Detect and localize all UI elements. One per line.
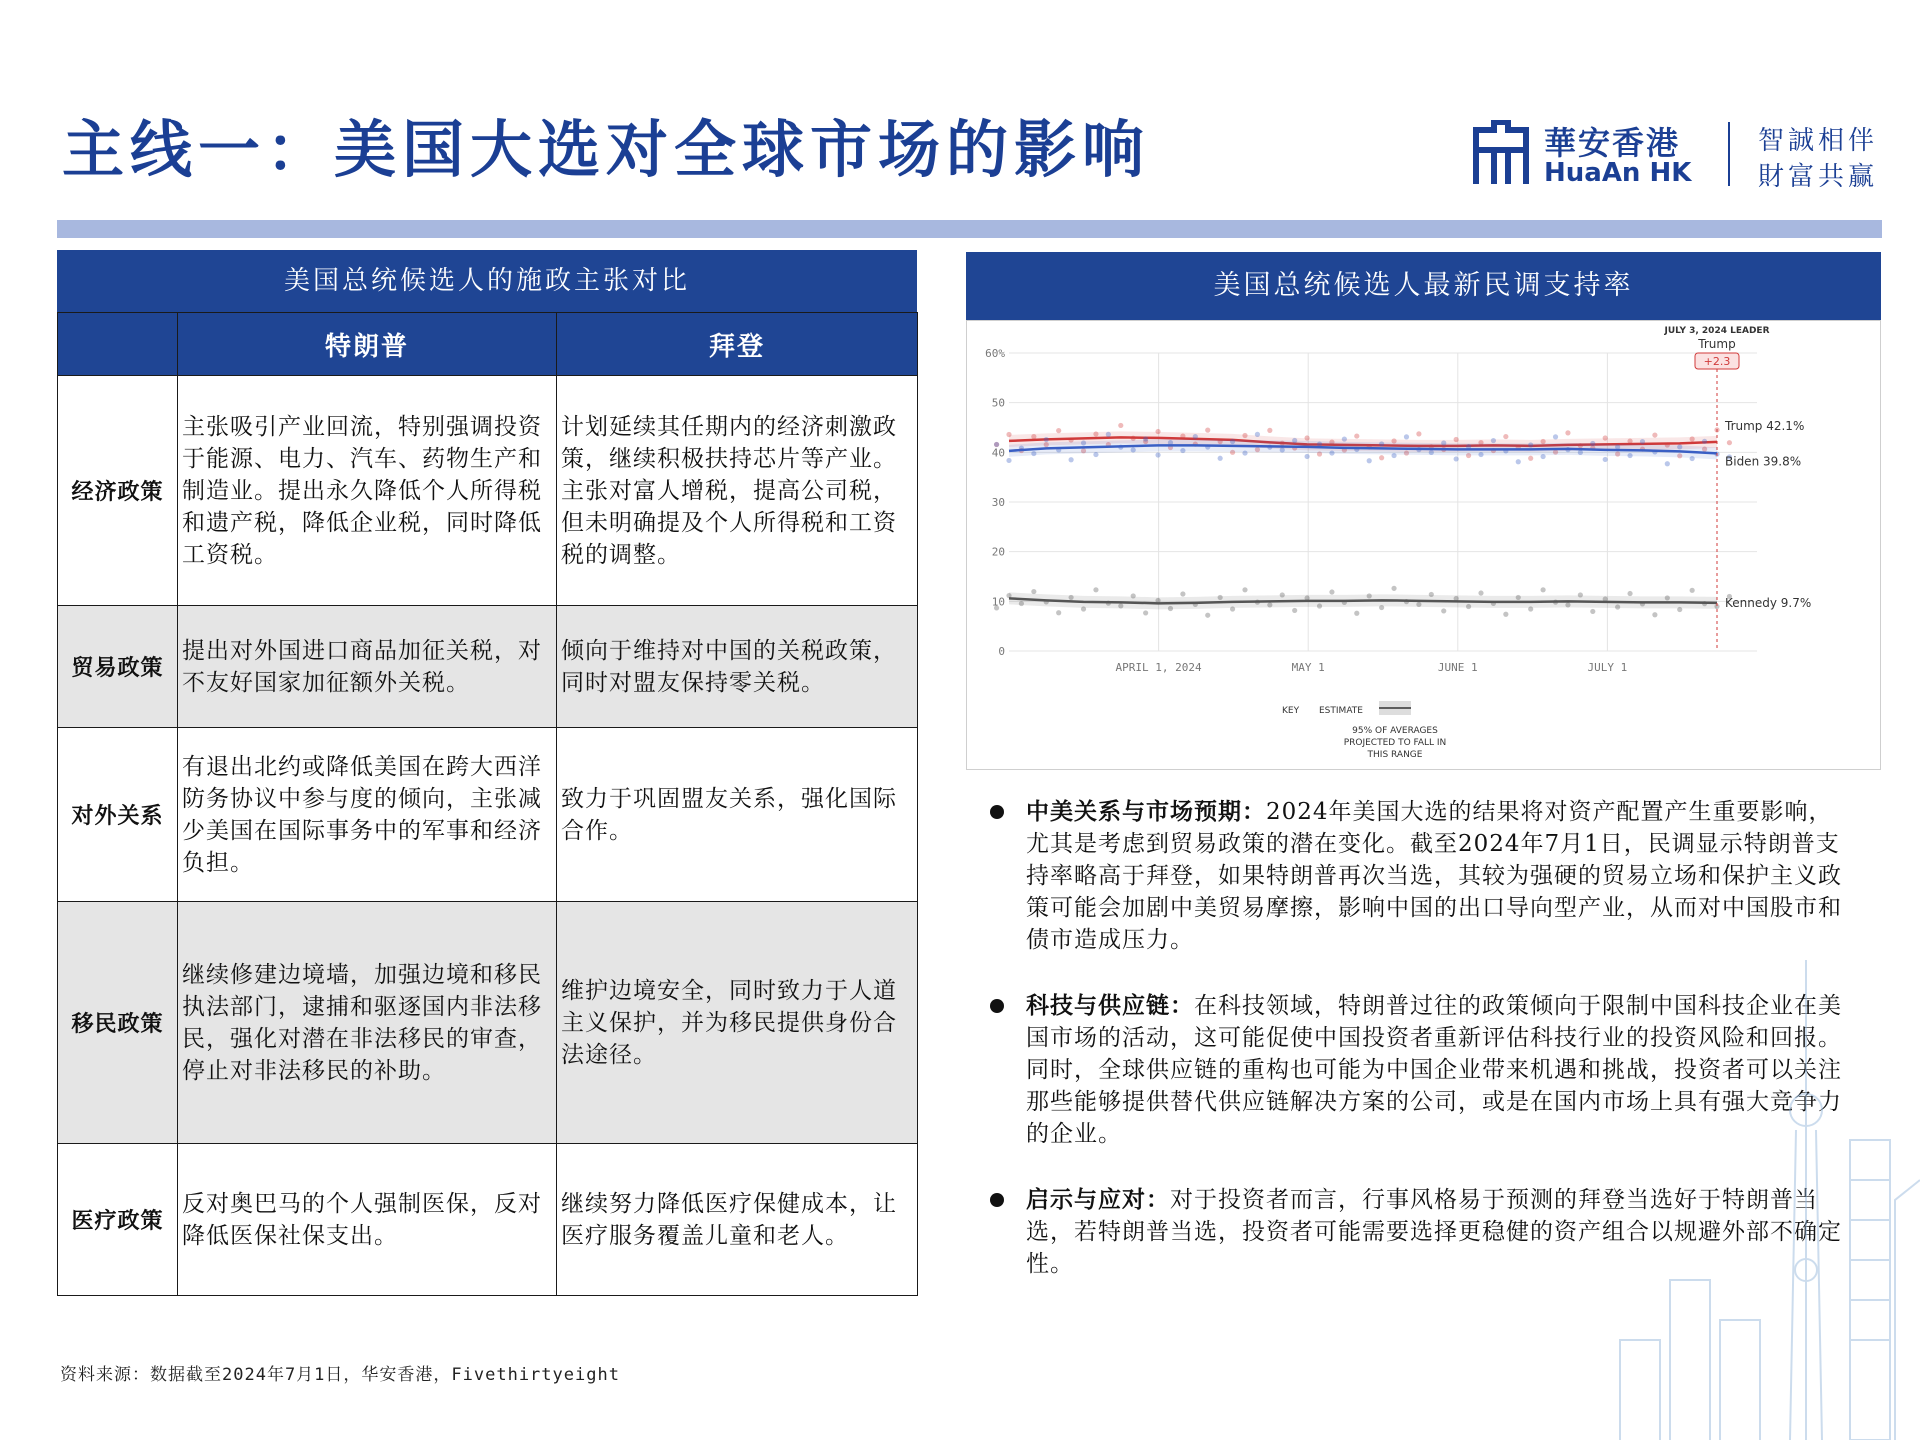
table-row xyxy=(58,606,918,728)
poll-dot xyxy=(1242,450,1247,455)
poll-dot xyxy=(1093,452,1098,457)
huaan-logo-icon xyxy=(1472,120,1530,186)
bullet-body: 在科技领域，特朗普过往的政策倾向于限制中国科技企业在美国市场的活动，这可能促使中国投资者重新评估科技行业的投资风险和回报。同时，全球供应链的重构也可能为中国企业带来机遇和挑战，投资者可以关注那些能够提供替代供应链解决方案的公司，或是在国内市场上具有强大竞争力的企业。 xyxy=(1026,993,1842,1147)
bullet-heading: 中美关系与市场预期： xyxy=(1026,798,1266,825)
y-tick-label: 40 xyxy=(991,446,1005,460)
poll-chart-area xyxy=(966,320,1881,770)
row-category: 医疗政策 xyxy=(58,1144,178,1296)
column-header-biden: 拜登 xyxy=(557,313,918,376)
poll-dot xyxy=(1491,438,1496,443)
poll-dot xyxy=(1292,438,1297,443)
bullet-dot-icon xyxy=(990,999,1004,1013)
poll-dot xyxy=(1031,434,1036,439)
x-tick-label: MAY 1 xyxy=(1291,661,1325,674)
poll-dot xyxy=(1230,606,1235,611)
poll-dot xyxy=(1255,432,1260,437)
biden-policy-cell: 计划延续其任期内的经济刺激政策，继续积极扶持芯片等产业。主张对富人增税，提高公司税，但未明确提及个人所得税和工资税的调整。 xyxy=(557,376,918,606)
poll-dot xyxy=(1627,453,1632,458)
bullet-body: 2024年美国大选的结果将对资产配置产生重要影响，尤其是考虑到贸易政策的潜在变化。截至2024年7月1日，民调显示特朗普支持率略高于拜登，如果特朗普再次当选，其较为强硬的贸易立场和保护主义政策可能会加剧中美贸易摩擦，影响中国的出口导向型产业，从而对中国股市和债市造成压力。 xyxy=(1026,799,1842,953)
poll-dot xyxy=(1168,606,1173,611)
poll-dot xyxy=(1131,593,1136,598)
poll-dot xyxy=(1155,452,1160,457)
corner-cell xyxy=(58,313,178,376)
poll-dot xyxy=(1143,610,1148,615)
series-end-label: Biden 39.8% xyxy=(1725,454,1802,469)
poll-dot xyxy=(1019,601,1024,606)
poll-dot xyxy=(1218,595,1223,600)
x-tick-label: APRIL 1, 2024 xyxy=(1115,661,1202,674)
poll-dot xyxy=(1677,607,1682,612)
poll-chart-header: 美国总统候选人最新民调支持率 xyxy=(966,252,1881,320)
poll-dot xyxy=(1267,428,1272,433)
source-note: 资料来源：数据截至2024年7月1日，华安香港，Fivethirtyeight xyxy=(60,1365,620,1385)
logo-divider xyxy=(1728,122,1730,186)
x-tick-label: JUNE 1 xyxy=(1437,661,1478,674)
poll-dot xyxy=(1516,595,1521,600)
poll-dot xyxy=(994,605,999,610)
poll-dot xyxy=(1280,447,1285,452)
row-category: 对外关系 xyxy=(58,728,178,902)
biden-policy-cell: 维护边境安全，同时致力于人道主义保护，并为移民提供身份合法途径。 xyxy=(557,902,918,1144)
poll-dot xyxy=(1329,450,1334,455)
poll-dot xyxy=(1205,428,1210,433)
company-logo xyxy=(1472,118,1892,190)
poll-dot xyxy=(1652,612,1657,617)
bullet-dot-icon xyxy=(990,1193,1004,1207)
poll-dot xyxy=(1690,456,1695,461)
poll-dot xyxy=(1590,609,1595,614)
poll-dot xyxy=(1615,604,1620,609)
poll-dot xyxy=(1503,612,1508,617)
poll-dot xyxy=(1416,602,1421,607)
poll-dot xyxy=(1193,434,1198,439)
table-row xyxy=(58,728,918,902)
table-row xyxy=(58,1144,918,1296)
poll-dot xyxy=(1329,589,1334,594)
trump-policy-cell: 有退出北约或降低美国在跨大西洋防务协议中参与度的倾向，主张减少美国在国际事务中的军事和经济负担。 xyxy=(178,728,557,902)
poll-dot xyxy=(1528,456,1533,461)
poll-dot xyxy=(1367,458,1372,463)
poll-dot xyxy=(1702,439,1707,444)
poll-dot xyxy=(1379,441,1384,446)
poll-dot xyxy=(1677,444,1682,449)
poll-dot xyxy=(1578,450,1583,455)
biden-policy-cell: 继续努力降低医疗保健成本，让医疗服务覆盖儿童和老人。 xyxy=(557,1144,918,1296)
poll-dot xyxy=(1478,590,1483,595)
key-range-note: PROJECTED TO FALL IN xyxy=(1343,738,1447,748)
poll-dot xyxy=(1541,587,1546,592)
poll-dot xyxy=(1056,610,1061,615)
poll-dot xyxy=(1553,434,1558,439)
poll-dot xyxy=(1454,456,1459,461)
logo-name-en: HuaAn HK xyxy=(1544,158,1692,188)
y-tick-label: 60% xyxy=(985,347,1005,360)
poll-dot xyxy=(1454,437,1459,442)
poll-dot xyxy=(1354,611,1359,616)
poll-dot xyxy=(1578,592,1583,597)
poll-dot xyxy=(1690,588,1695,593)
poll-dot xyxy=(1180,448,1185,453)
bullet-heading: 科技与供应链： xyxy=(1026,992,1194,1019)
city-skyline-decoration-icon xyxy=(1600,940,1920,1440)
poll-dot xyxy=(1317,603,1322,608)
poll-dot xyxy=(1528,442,1533,447)
poll-dot xyxy=(1292,608,1297,613)
poll-dot xyxy=(1118,423,1123,428)
poll-dot xyxy=(1342,436,1347,441)
poll-dot xyxy=(1665,461,1670,466)
poll-dot xyxy=(1093,587,1098,592)
poll-dot xyxy=(1590,441,1595,446)
poll-dot xyxy=(1441,608,1446,613)
trump-policy-cell: 主张吸引产业回流，特别强调投资于能源、电力、汽车、药物生产和制造业。提出永久降低个人所得税和遗产税，降低企业税，同时降低工资税。 xyxy=(178,376,557,606)
bullet-heading: 启示与应对： xyxy=(1026,1186,1170,1213)
poll-chart-panel xyxy=(966,252,1881,770)
poll-dot xyxy=(1727,440,1732,445)
poll-dot xyxy=(1404,434,1409,439)
poll-dot xyxy=(1081,606,1086,611)
poll-chart xyxy=(967,321,1880,769)
row-category: 移民政策 xyxy=(58,902,178,1144)
biden-policy-cell: 致力于巩固盟友关系，强化国际合作。 xyxy=(557,728,918,902)
y-tick-label: 30 xyxy=(991,496,1005,509)
poll-dot xyxy=(1565,602,1570,607)
poll-dot xyxy=(1603,457,1608,462)
leader-name: Trump xyxy=(1698,337,1736,351)
page-title: 主线一：美国大选对全球市场的影响 xyxy=(62,113,1151,186)
poll-dot xyxy=(1305,435,1310,440)
logo-slogan-line1: 智誠相伴 xyxy=(1758,126,1879,156)
poll-dot xyxy=(1690,436,1695,441)
poll-dot xyxy=(1069,595,1074,600)
poll-dot xyxy=(1429,592,1434,597)
poll-dot xyxy=(1528,606,1533,611)
bullet-dot-icon xyxy=(990,805,1004,819)
poll-dot xyxy=(1429,450,1434,455)
poll-dot xyxy=(1218,456,1223,461)
key-label: KEY xyxy=(1282,706,1300,716)
poll-dot xyxy=(1031,451,1036,456)
poll-dot xyxy=(1131,447,1136,452)
bullet-body: 对于投资者而言，行事风格易于预测的拜登当选好于特朗普当选，若特朗普当选，投资者可能需要选择更稳健的资产组合以规避外部不确定性。 xyxy=(1026,1187,1842,1277)
column-header-trump: 特朗普 xyxy=(178,313,557,376)
poll-dot xyxy=(1006,432,1011,437)
y-tick-label: 10 xyxy=(991,595,1005,609)
poll-dot xyxy=(1627,591,1632,596)
poll-dot xyxy=(1354,433,1359,438)
row-category: 贸易政策 xyxy=(58,606,178,728)
poll-dot xyxy=(1367,593,1372,598)
poll-dot xyxy=(1044,437,1049,442)
estimate-label: ESTIMATE xyxy=(1319,706,1363,716)
poll-dot xyxy=(1006,458,1011,463)
poll-dot xyxy=(1603,435,1608,440)
poll-dot xyxy=(1242,587,1247,592)
series-end-label: Trump 42.1% xyxy=(1725,418,1805,433)
trump-policy-cell: 提出对外国进口商品加征关税，对不友好国家加征额外关税。 xyxy=(178,606,557,728)
poll-dot xyxy=(1391,453,1396,458)
poll-dot xyxy=(1317,441,1322,446)
y-tick-label: 0 xyxy=(998,645,1005,658)
poll-dot xyxy=(1056,428,1061,433)
trump-policy-cell: 反对奥巴马的个人强制医保，反对降低医保社保支出。 xyxy=(178,1144,557,1296)
key-range-note: 95% OF AVERAGES xyxy=(1352,726,1438,736)
logo-name-cn: 華安香港 xyxy=(1544,124,1681,162)
poll-dot xyxy=(1242,433,1247,438)
header-divider-bar xyxy=(57,220,1882,238)
leader-title: JULY 3, 2024 LEADER xyxy=(1664,326,1770,336)
poll-dot xyxy=(1081,440,1086,445)
poll-dot xyxy=(1466,604,1471,609)
leader-margin: +2.3 xyxy=(1703,355,1731,368)
poll-dot xyxy=(1069,457,1074,462)
poll-dot xyxy=(1305,454,1310,459)
poll-dot xyxy=(1118,603,1123,608)
table-row xyxy=(58,902,918,1144)
x-tick-label: JULY 1 xyxy=(1587,661,1628,674)
y-tick-label: 50 xyxy=(991,396,1005,410)
poll-dot xyxy=(1652,432,1657,437)
poll-dot xyxy=(1541,454,1546,459)
policy-table-column-headers xyxy=(58,313,918,376)
y-tick-label: 20 xyxy=(991,545,1005,559)
table-row xyxy=(58,376,918,606)
row-category: 经济政策 xyxy=(58,376,178,606)
poll-dot xyxy=(1155,429,1160,434)
poll-dot xyxy=(1503,434,1508,439)
series-end-label: Kennedy 9.7% xyxy=(1725,595,1812,610)
poll-dot xyxy=(1478,452,1483,457)
poll-dot xyxy=(1665,595,1670,600)
poll-dot xyxy=(1391,586,1396,591)
poll-dot xyxy=(1441,440,1446,445)
poll-dot xyxy=(1640,439,1645,444)
poll-dot xyxy=(1379,605,1384,610)
poll-dot xyxy=(1180,591,1185,596)
logo-slogan-line2: 財富共赢 xyxy=(1758,162,1879,192)
poll-dot xyxy=(1516,459,1521,464)
poll-dot xyxy=(1205,613,1210,618)
poll-dot xyxy=(994,442,999,447)
poll-dot xyxy=(1230,439,1235,444)
poll-dot xyxy=(1031,589,1036,594)
trump-policy-cell: 继续修建边境墙，加强边境和移民执法部门，逮捕和驱逐国内非法移民，强化对潜在非法移民的审查，停止对非法移民的补助。 xyxy=(178,902,557,1144)
poll-dot xyxy=(1143,436,1148,441)
key-range-note: THIS RANGE xyxy=(1367,750,1423,760)
policy-comparison-panel xyxy=(57,250,917,1296)
policy-table xyxy=(57,312,918,1296)
poll-dot xyxy=(1106,432,1111,437)
poll-dot xyxy=(1280,592,1285,597)
policy-table-header: 美国总统候选人的施政主张对比 xyxy=(57,250,917,312)
poll-dot xyxy=(1416,431,1421,436)
biden-policy-cell: 倾向于维持对中国的关税政策，同时对盟友保持零关税。 xyxy=(557,606,918,728)
poll-dot xyxy=(1267,602,1272,607)
bullet-item xyxy=(990,796,1850,956)
poll-dot xyxy=(1565,430,1570,435)
poll-dot xyxy=(1093,431,1098,436)
poll-dot xyxy=(1379,455,1384,460)
